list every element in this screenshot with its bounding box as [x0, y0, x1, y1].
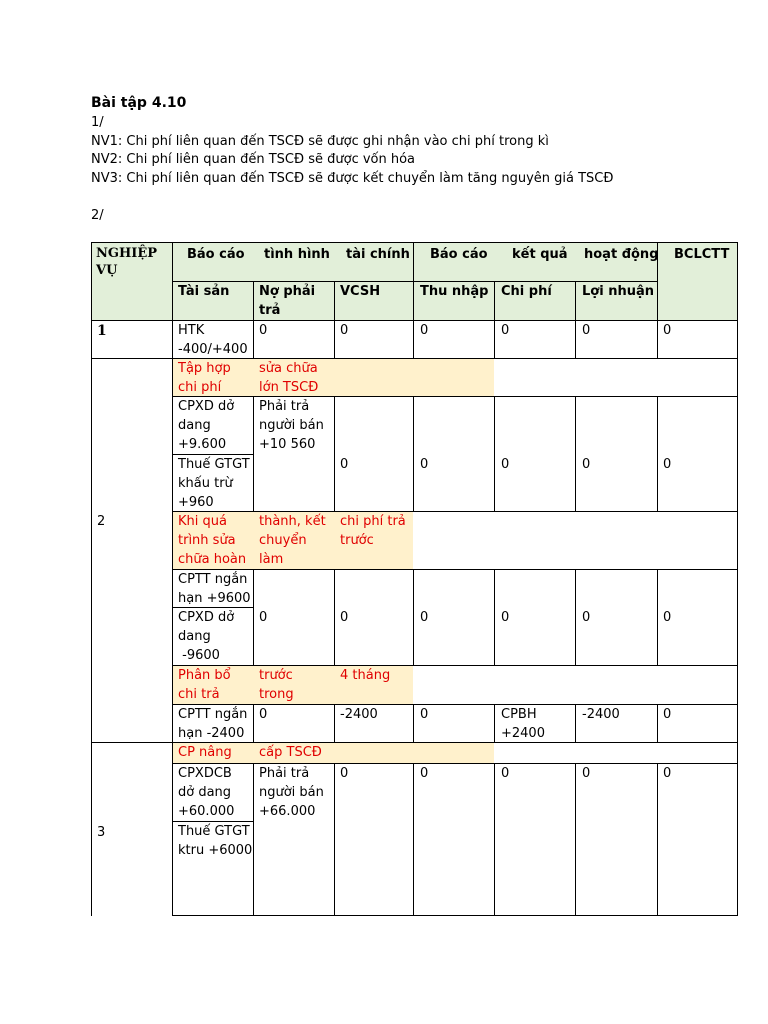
nv2-bclctt-1: 0	[663, 457, 672, 472]
part-2-label: 2/	[91, 208, 104, 223]
nv3-cpxdcb: CPXDCB dở dang +60.000	[178, 766, 235, 819]
header-bclctt: BCLCTT	[674, 247, 730, 262]
header-bctc-3: tài chính	[346, 247, 410, 262]
nv2-cptt-2: CPTT ngắn hạn -2400	[178, 707, 248, 741]
nv1-number: 1	[97, 323, 107, 339]
header-bctc-2: tình hình	[264, 247, 330, 262]
nv2-sec2-text-3: chi phí trả trước	[340, 514, 406, 548]
nv2-vcsh-1: 0	[340, 457, 349, 472]
nv2-chi-phi-2: 0	[501, 610, 510, 625]
nv3-chi-phi: 0	[501, 766, 510, 781]
nv1-tai-san: HTK -400/+400	[178, 323, 248, 357]
nv2-cpxd: CPXD dở dang +9.600	[178, 399, 235, 452]
nv3-loi-nhuan: 0	[582, 766, 591, 781]
nv3-sec1-text-2: cấp TSCĐ	[259, 745, 322, 760]
nv2-no-3: 0	[259, 707, 268, 722]
nv2-sec3-text-1: Phân bổ chi trả	[178, 668, 231, 702]
nv2-sec2-text-2: thành, kết chuyển làm	[259, 514, 326, 567]
nv1-bclctt: 0	[663, 323, 672, 338]
header-bctc-1: Báo cáo	[187, 247, 245, 262]
nv2-thu-nhap-1: 0	[420, 457, 429, 472]
header-tai-san: Tài sản	[178, 284, 230, 299]
nv3-vcsh: 0	[340, 766, 349, 781]
nv2-sec3-text-3: 4 tháng	[340, 668, 391, 683]
header-bckq-3: hoạt động	[584, 247, 659, 262]
nv2-vcsh-2: 0	[340, 610, 349, 625]
exercise-title: Bài tập 4.10	[91, 95, 187, 111]
nv2-thue-gtgt: Thuế GTGT khấu trừ +960	[178, 457, 250, 510]
nv2-sec2-text-1: Khi quá trình sửa chữa hoàn	[178, 514, 247, 567]
nv2-no-2: 0	[259, 610, 268, 625]
part-1-label: 1/	[91, 115, 104, 130]
header-nghiep-vu: NGHIỆP VỤ	[96, 246, 158, 278]
nv2-cpxd-2: CPXD dở dang -9600	[178, 610, 235, 663]
nv3-thue-gtgt: Thuế GTGT ktru +6000	[178, 824, 253, 858]
header-thu-nhap: Thu nhập	[420, 284, 489, 299]
nv1-vcsh: 0	[340, 323, 349, 338]
nv3-sec1-text-1: CP nâng	[178, 745, 232, 760]
nv2-sec3-text-2: trước trong	[259, 668, 294, 702]
header-loi-nhuan: Lợi nhuận	[582, 284, 654, 299]
nv1-no-phai-tra: 0	[259, 323, 268, 338]
nv2-bclctt-2: 0	[663, 610, 672, 625]
nv3-number: 3	[97, 825, 106, 840]
nv3-statement: NV3: Chi phí liên quan đến TSCĐ sẽ được kết chuyển làm tăng nguyên giá TSCĐ	[91, 171, 614, 186]
nv2-loi-nhuan-3: -2400	[582, 707, 620, 722]
nv2-statement: NV2: Chi phí liên quan đến TSCĐ sẽ được vốn hóa	[91, 152, 416, 167]
nv2-chi-phi-3: CPBH +2400	[501, 707, 545, 741]
nv1-statement: NV1: Chi phí liên quan đến TSCĐ sẽ được ghi nhận vào chi phí trong kì	[91, 134, 549, 149]
nv2-phai-tra: Phải trả người bán +10 560	[259, 399, 324, 452]
nv2-sec1-text-1: Tập hợp chi phí	[178, 361, 231, 395]
header-no-phai-tra: Nợ phải trả	[259, 284, 316, 318]
header-vcsh: VCSH	[340, 284, 381, 299]
nv1-thu-nhap: 0	[420, 323, 429, 338]
nv2-vcsh-3: -2400	[340, 707, 378, 722]
nv1-chi-phi: 0	[501, 323, 510, 338]
nv2-bclctt-3: 0	[663, 707, 672, 722]
nv2-loi-nhuan-2: 0	[582, 610, 591, 625]
header-bckq-2: kết quả	[512, 247, 568, 262]
nv3-bclctt: 0	[663, 766, 672, 781]
nv2-chi-phi-1: 0	[501, 457, 510, 472]
nv2-loi-nhuan-1: 0	[582, 457, 591, 472]
nv2-cptt: CPTT ngắn hạn +9600	[178, 572, 251, 606]
header-chi-phi: Chi phí	[501, 284, 552, 299]
nv3-phai-tra: Phải trả người bán +66.000	[259, 766, 324, 819]
header-bckq-1: Báo cáo	[430, 247, 488, 262]
nv2-thu-nhap-3: 0	[420, 707, 429, 722]
nv2-number: 2	[97, 514, 106, 529]
nv2-thu-nhap-2: 0	[420, 610, 429, 625]
nv3-thu-nhap: 0	[420, 766, 429, 781]
nv2-sec1-text-2: sửa chữa lớn TSCĐ	[259, 361, 319, 395]
nv1-loi-nhuan: 0	[582, 323, 591, 338]
